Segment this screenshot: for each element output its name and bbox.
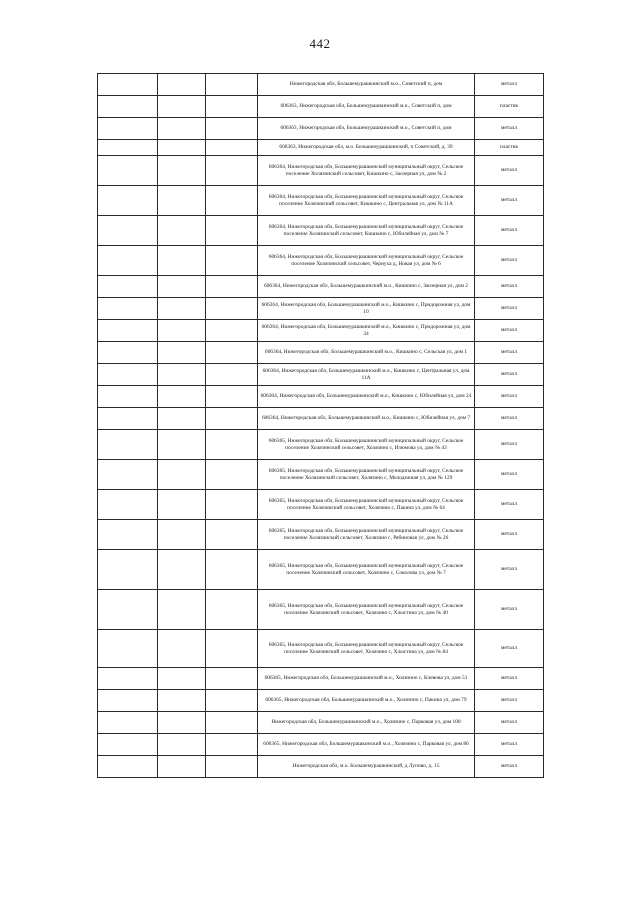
empty-cell xyxy=(98,364,158,386)
empty-cell xyxy=(98,460,158,490)
empty-cell xyxy=(98,490,158,520)
empty-cell xyxy=(98,550,158,590)
address-text: 606364, Нижегородская обл, Большемурашкинский м.о., Кишкино с, Юбилейная ул, дом 24 xyxy=(260,393,472,400)
address-cell xyxy=(258,430,475,460)
empty-cell xyxy=(158,386,206,408)
empty-cell xyxy=(206,590,258,630)
empty-cell xyxy=(206,490,258,520)
empty-cell xyxy=(98,74,158,96)
material-cell: металл xyxy=(475,386,544,408)
empty-cell xyxy=(158,140,206,156)
address-text: 606364, Нижегородская обл, Большемурашкинский муниципальный округ, Сельское поселение Холязинский сельсовет, Кишкино с, Юбилейная ул, дом № 7 xyxy=(268,223,464,237)
empty-cell xyxy=(158,756,206,778)
table-row xyxy=(98,630,544,668)
empty-cell xyxy=(206,756,258,778)
material-cell: металл xyxy=(475,216,544,246)
empty-cell xyxy=(158,118,206,140)
empty-cell xyxy=(158,520,206,550)
material-cell: металл xyxy=(475,298,544,320)
empty-cell xyxy=(158,734,206,756)
address-cell xyxy=(258,140,475,156)
empty-cell xyxy=(98,246,158,276)
address-cell xyxy=(258,298,475,320)
empty-cell xyxy=(98,408,158,430)
empty-cell xyxy=(206,520,258,550)
address-cell xyxy=(258,342,475,364)
empty-cell xyxy=(158,408,206,430)
address-text: 606364, Нижегородская обл, Большемурашкинский м.о., Кишкино с, Придорожная ул, дом 34 xyxy=(261,323,471,337)
empty-cell xyxy=(206,118,258,140)
address-cell xyxy=(258,490,475,520)
registry-table-body xyxy=(98,74,544,778)
table-row xyxy=(98,590,544,630)
empty-cell xyxy=(98,668,158,690)
empty-cell xyxy=(206,630,258,668)
address-cell xyxy=(258,630,475,668)
empty-cell xyxy=(158,320,206,342)
address-text: 606365, Нижегородская обл, Большемурашкинский муниципальный округ, Сельское поселение Холязинский сельсовет, Холязино с, Хлыстина ул, дом № 84 xyxy=(268,641,464,655)
material-cell: металл xyxy=(475,276,544,298)
empty-cell xyxy=(206,712,258,734)
table-row xyxy=(98,668,544,690)
empty-cell xyxy=(206,342,258,364)
address-text: 606363, Нижегородская обл, Большемурашкинский м.о., Советский п, дом xyxy=(280,103,452,110)
address-text: 606365, Нижегородская обл, Большемурашкинский муниципальный округ, Сельское поселение Холязинский сельсовет, Холязино с, Пакина ул, дом № 64 xyxy=(268,497,464,511)
empty-cell xyxy=(206,216,258,246)
table-row xyxy=(98,320,544,342)
empty-cell xyxy=(98,156,158,186)
empty-cell xyxy=(158,668,206,690)
empty-cell xyxy=(206,460,258,490)
empty-cell xyxy=(158,342,206,364)
address-text: 606365, Нижегородская обл, Большемурашкинский муниципальный округ, Сельское поселение Холязинский сельсовет, Холязино с, Изюмова ул, дом № 43 xyxy=(268,437,464,451)
material-cell: металл xyxy=(475,342,544,364)
address-cell xyxy=(258,74,475,96)
empty-cell xyxy=(158,430,206,460)
address-text: 606364, Нижегородская обл, Большемурашкинский м.о., Кишкино с, Придорожная ул, дом 10 xyxy=(261,301,471,315)
empty-cell xyxy=(158,460,206,490)
address-text: 606365, Нижегородская обл, Большемурашкинский муниципальный округ, Сельское поселение Холязинский сельсовет, Холязино с, Соколова ул, дом № 7 xyxy=(268,562,464,576)
address-cell xyxy=(258,320,475,342)
empty-cell xyxy=(158,364,206,386)
table-row xyxy=(98,276,544,298)
address-cell xyxy=(258,520,475,550)
table-row xyxy=(98,756,544,778)
address-text: 606363, Нижегородская обл, Большемурашкинский м.о., Советский п, дом xyxy=(280,125,452,132)
empty-cell xyxy=(206,734,258,756)
address-text: Нижегородская обл, м.о. Большемурашкинский, д Лупово, д. 15 xyxy=(292,763,440,770)
empty-cell xyxy=(158,96,206,118)
table-row xyxy=(98,186,544,216)
empty-cell xyxy=(158,156,206,186)
empty-cell xyxy=(98,140,158,156)
empty-cell xyxy=(206,156,258,186)
material-cell: металл xyxy=(475,668,544,690)
empty-cell xyxy=(158,712,206,734)
empty-cell xyxy=(98,118,158,140)
address-text: 606365, Нижегородская обл, Большемурашкинский м.о., Холязино с, Парковая ул, дом 86 xyxy=(263,741,469,748)
empty-cell xyxy=(158,246,206,276)
empty-cell xyxy=(98,590,158,630)
table-row xyxy=(98,712,544,734)
material-cell: металл xyxy=(475,520,544,550)
table-row xyxy=(98,520,544,550)
address-cell xyxy=(258,550,475,590)
table-row xyxy=(98,550,544,590)
empty-cell xyxy=(158,216,206,246)
address-text: 606365, Нижегородская обл, Большемурашкинский муниципальный округ, Сельское поселение Холязинский сельсовет, Холязино с, Молодежная ул, дом № 129 xyxy=(268,467,464,481)
empty-cell xyxy=(158,74,206,96)
address-cell xyxy=(258,186,475,216)
address-text: 606365, Нижегородская обл, Большемурашкинский м.о., Холязино с, Клевова ул, дом 51 xyxy=(264,675,468,682)
material-cell: металл xyxy=(475,690,544,712)
material-cell: металл xyxy=(475,460,544,490)
empty-cell xyxy=(98,630,158,668)
address-cell xyxy=(258,590,475,630)
empty-cell xyxy=(158,276,206,298)
page-number: 442 xyxy=(309,36,331,51)
empty-cell xyxy=(158,590,206,630)
empty-cell xyxy=(98,690,158,712)
table-row xyxy=(98,156,544,186)
empty-cell xyxy=(206,96,258,118)
material-cell: металл xyxy=(475,186,544,216)
table-row xyxy=(98,140,544,156)
table-row xyxy=(98,386,544,408)
registry-table xyxy=(97,73,544,778)
address-text: 606365, Нижегородская обл, Большемурашкинский м.о., Холязино с, Пакина ул, дом 79 xyxy=(265,697,467,704)
empty-cell xyxy=(206,186,258,216)
material-cell: металл xyxy=(475,630,544,668)
address-cell xyxy=(258,756,475,778)
empty-cell xyxy=(98,298,158,320)
address-text: 606364, Нижегородская обл, Большемурашкинский муниципальный округ, Сельское поселение Холязинский сельсовет, Кишкино с, Заозерная ул, дом № 2 xyxy=(268,163,464,177)
empty-cell xyxy=(206,668,258,690)
empty-cell xyxy=(158,630,206,668)
address-cell xyxy=(258,276,475,298)
material-cell: пластик xyxy=(475,140,544,156)
empty-cell xyxy=(98,96,158,118)
table-row xyxy=(98,490,544,520)
material-cell: пластик xyxy=(475,96,544,118)
table-row xyxy=(98,298,544,320)
material-cell: металл xyxy=(475,550,544,590)
table-row xyxy=(98,342,544,364)
address-text: 606364, Нижегородская обл, Большемурашкинский м.о., Кишкино с, Центральная ул, дом 11А xyxy=(262,367,470,381)
material-cell: металл xyxy=(475,74,544,96)
material-cell: металл xyxy=(475,156,544,186)
address-text: 606364, Нижегородская обл, Большемурашкинский муниципальный округ, Сельское поселение Холязинский сельсовет, Кишкино с, Центральная ул, дом № 11А xyxy=(268,193,464,207)
address-cell xyxy=(258,734,475,756)
material-cell: металл xyxy=(475,756,544,778)
empty-cell xyxy=(98,186,158,216)
table-row xyxy=(98,216,544,246)
address-cell xyxy=(258,712,475,734)
empty-cell xyxy=(98,276,158,298)
empty-cell xyxy=(98,386,158,408)
address-text: Нижегородская обл, Большемурашкинский м.о., Холязино с, Парковая ул, дом 108 xyxy=(271,719,461,726)
material-cell: металл xyxy=(475,320,544,342)
address-cell xyxy=(258,690,475,712)
empty-cell xyxy=(98,756,158,778)
empty-cell xyxy=(98,734,158,756)
table-row xyxy=(98,364,544,386)
address-text: 606365, Нижегородская обл, Большемурашкинский муниципальный округ, Сельское поселение Холязинский сельсовет, Холязино с, Хлыстина ул, дом № 40 xyxy=(268,602,464,616)
table-row xyxy=(98,690,544,712)
empty-cell xyxy=(206,276,258,298)
material-cell: металл xyxy=(475,408,544,430)
material-cell: металл xyxy=(475,118,544,140)
table-row xyxy=(98,408,544,430)
empty-cell xyxy=(206,550,258,590)
empty-cell xyxy=(98,320,158,342)
empty-cell xyxy=(206,298,258,320)
address-cell xyxy=(258,216,475,246)
address-cell xyxy=(258,408,475,430)
address-cell xyxy=(258,460,475,490)
empty-cell xyxy=(206,386,258,408)
table-row xyxy=(98,118,544,140)
material-cell: металл xyxy=(475,246,544,276)
table-row xyxy=(98,246,544,276)
address-cell xyxy=(258,364,475,386)
address-text: 606363, Нижегородская обл, м.о. Большемурашкинский, п Советский, д. 39 xyxy=(279,144,453,151)
material-cell: металл xyxy=(475,734,544,756)
empty-cell xyxy=(158,490,206,520)
empty-cell xyxy=(206,408,258,430)
material-cell: металл xyxy=(475,364,544,386)
empty-cell xyxy=(158,186,206,216)
empty-cell xyxy=(206,246,258,276)
material-cell: металл xyxy=(475,430,544,460)
address-cell xyxy=(258,96,475,118)
address-text: 606365, Нижегородская обл, Большемурашкинский муниципальный округ, Сельское поселение Холязинский сельсовет, Холязино с, Рябиновая ул, дом № 26 xyxy=(268,527,464,541)
table-row xyxy=(98,460,544,490)
empty-cell xyxy=(206,690,258,712)
empty-cell xyxy=(158,690,206,712)
address-text: Нижегородская обл, Большемурашкинский м.о., Советский п, дом xyxy=(289,81,443,88)
empty-cell xyxy=(98,430,158,460)
empty-cell xyxy=(98,712,158,734)
table-row xyxy=(98,430,544,460)
address-cell xyxy=(258,156,475,186)
empty-cell xyxy=(98,216,158,246)
empty-cell xyxy=(206,74,258,96)
table-row xyxy=(98,734,544,756)
empty-cell xyxy=(98,520,158,550)
empty-cell xyxy=(158,298,206,320)
address-text: 606364, Нижегородская обл, Большемурашкинский м.о., Кишкино с, Юбилейная ул, дом 7 xyxy=(261,415,471,422)
address-cell xyxy=(258,386,475,408)
material-cell: металл xyxy=(475,712,544,734)
empty-cell xyxy=(206,320,258,342)
address-text: 606364, Нижегородская обл, Большемурашкинский муниципальный округ, Сельское поселение Холязинский сельсовет, Чернуха д, Новая ул, дом № 6 xyxy=(268,253,464,267)
material-cell: металл xyxy=(475,490,544,520)
address-cell xyxy=(258,668,475,690)
empty-cell xyxy=(158,550,206,590)
material-cell: металл xyxy=(475,590,544,630)
empty-cell xyxy=(206,364,258,386)
address-cell xyxy=(258,118,475,140)
table-row xyxy=(98,74,544,96)
empty-cell xyxy=(206,430,258,460)
empty-cell xyxy=(206,140,258,156)
address-text: 606364, Нижегородская обл, Большемурашкинский м.о., Кишкино с, Сельская ул, дом 1 xyxy=(264,349,468,356)
empty-cell xyxy=(98,342,158,364)
address-text: 606364, Нижегородская обл, Большемурашкинский м.о., Кишкино с, Заозерная ул, дом 2 xyxy=(264,283,468,290)
table-row xyxy=(98,96,544,118)
address-cell xyxy=(258,246,475,276)
